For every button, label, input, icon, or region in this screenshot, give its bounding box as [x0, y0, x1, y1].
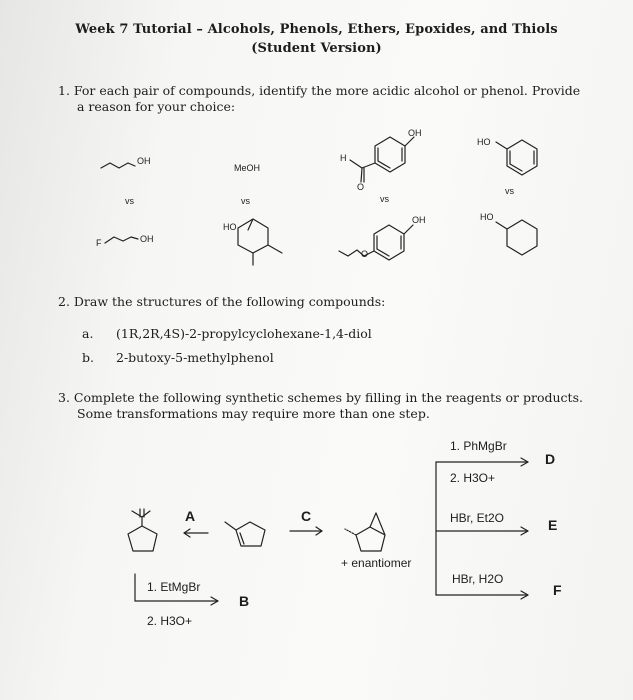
label-o-aldehyde: O	[357, 182, 365, 192]
question-1-line2: a reason for your choice:	[77, 99, 236, 114]
benzene-ring-benzyl	[507, 140, 537, 175]
enantiomer-note: + enantiomer	[341, 556, 412, 570]
product-e: E	[548, 517, 558, 533]
reagent-d1: 1. PhMgBr	[450, 439, 507, 453]
label-oh-propanol: OH	[137, 156, 151, 166]
worksheet-subtitle: (Student Version)	[251, 41, 382, 56]
question-3-line2: Some transformations may require more than one step.	[77, 406, 430, 421]
reagent-b2: 2. H3O+	[147, 614, 193, 628]
reagent-f1: HBr, H2O	[452, 572, 504, 586]
question-2-line: 2. Draw the structures of the following compounds:	[58, 294, 386, 309]
reagent-e1: HBr, Et2O	[450, 511, 505, 525]
reagent-b1: 1. EtMgBr	[147, 580, 201, 594]
cyclopentane-ring-ketone	[128, 526, 157, 551]
blank-b: B	[239, 593, 250, 609]
label-ho-benzyl: HO	[477, 137, 491, 147]
fluoroethanol-skeleton	[105, 237, 138, 243]
q2-item-a-marker: a.	[82, 326, 94, 341]
vs-label-2: vs	[241, 196, 250, 206]
vs-label-4: vs	[505, 186, 514, 196]
label-h-aldehyde: H	[340, 153, 347, 163]
vs-label-3: vs	[380, 194, 389, 204]
benzene-ring-aldehyde	[375, 137, 405, 172]
label-ho-cyclohexanol: HO	[223, 222, 237, 232]
label-meoh: MeOH	[234, 163, 261, 173]
benzene-ring-ether	[374, 225, 404, 260]
cyclopentane-ring-epoxide	[356, 527, 385, 551]
product-d: D	[545, 451, 556, 467]
reagent-d2: 2. H3O+	[450, 471, 496, 485]
cyclohexane-ring-1	[238, 219, 268, 253]
label-oh-fluoroethanol: OH	[140, 234, 154, 244]
blank-a: A	[185, 508, 196, 524]
blank-c: C	[301, 508, 312, 524]
label-oh-phenol-1: OH	[408, 128, 422, 138]
q2-item-a-text: (1R,2R,4S)-2-propylcyclohexane-1,4-diol	[116, 326, 372, 341]
label-f: F	[96, 238, 102, 248]
cyclohexane-ring-2	[507, 220, 537, 255]
label-oh-phenol-2: OH	[412, 215, 426, 225]
q2-item-b-text: 2-butoxy-5-methylphenol	[116, 350, 274, 365]
question-1-line1: 1. For each pair of compounds, identify the more acidic alcohol or phenol. Provide	[58, 83, 581, 98]
product-f: F	[553, 582, 562, 598]
label-o-ether: O	[361, 249, 369, 259]
vs-label-1: vs	[125, 196, 134, 206]
q2-item-b-marker: b.	[82, 350, 94, 365]
propanol-skeleton	[101, 163, 135, 168]
label-ho-cyclohexylmethanol: HO	[480, 212, 494, 222]
worksheet-title: Week 7 Tutorial – Alcohols, Phenols, Ethers, Epoxides, and Thiols	[75, 22, 558, 37]
question-3-line1: 3. Complete the following synthetic schemes by filling in the reagents or products.	[58, 390, 583, 405]
